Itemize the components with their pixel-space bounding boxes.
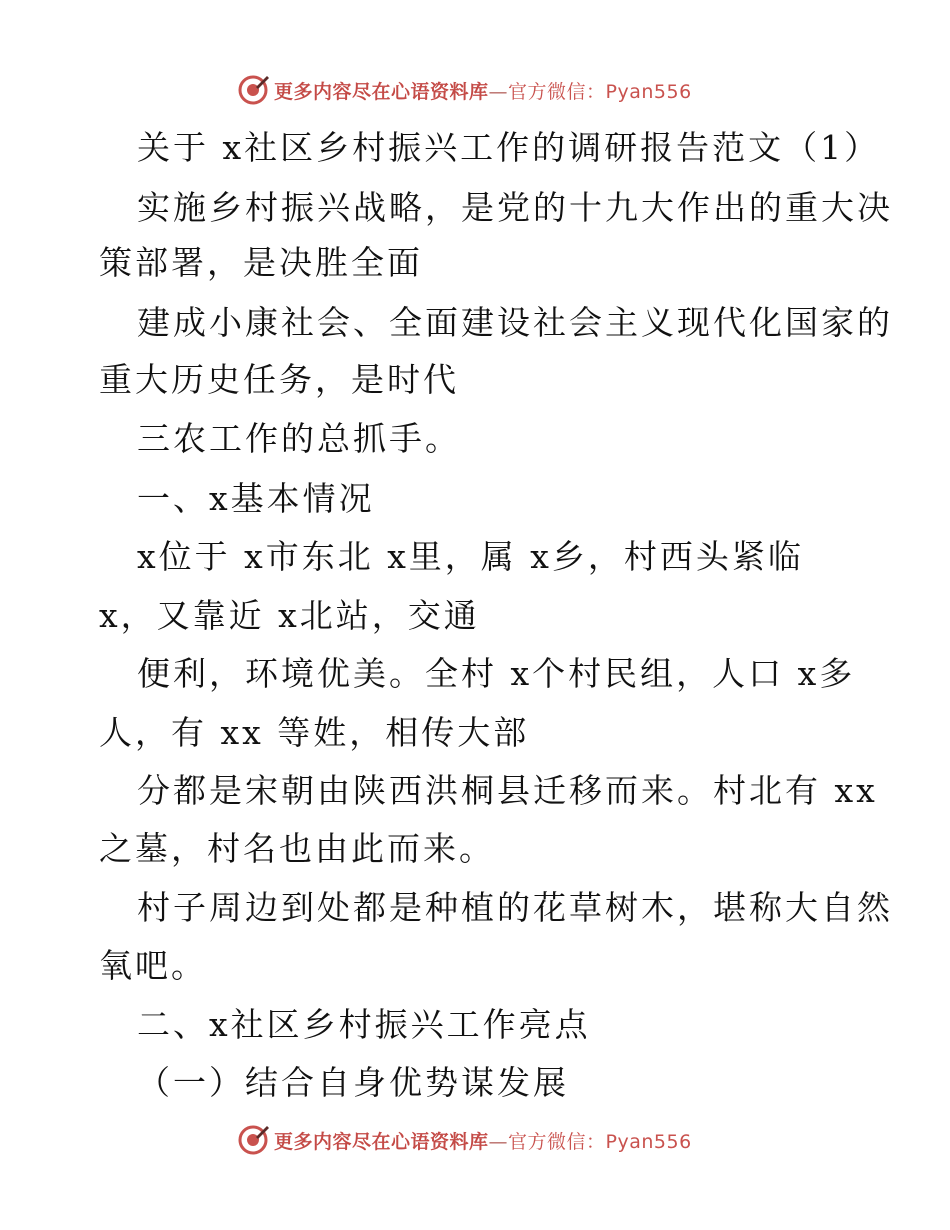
paragraph-line: 氧吧。 [99,946,207,985]
paragraph-line: 人，有 xx 等姓，相传大部 [99,713,530,752]
paragraph-line: 实施乡村振兴战略，是党的十九大作出的重大决 [137,188,893,227]
document-title: 关于 x社区乡村振兴工作的调研报告范文（1） [137,128,881,167]
paragraph-line: 村子周边到处都是种植的花草树木，堪称大自然 [137,888,893,927]
paragraph-line: 分都是宋朝由陕西洪桐县迁移而来。村北有 xx [137,771,878,810]
watermark-header [236,73,692,107]
watermark-text [274,77,692,104]
watermark-footer [236,1123,692,1157]
paragraph-line: 之墓，村名也由此而来。 [99,829,495,868]
section-heading: 一、x基本情况 [137,479,375,518]
watermark-text [274,1127,692,1154]
watermark-dash: — [488,80,509,103]
paragraph-line: 三农工作的总抓手。 [137,419,461,458]
watermark-lead: 更多内容尽在心语资料库 [274,1130,489,1153]
watermark-tail: 官方微信：Pyan556 [508,80,692,103]
paragraph-line: 便利，环境优美。全村 x个村民组，人口 x多 [137,654,856,693]
paragraph-line: 策部署，是决胜全面 [99,243,423,282]
pen-logo-icon [236,1123,270,1157]
watermark-dash: — [488,1130,509,1153]
section-heading: 二、x社区乡村振兴工作亮点 [137,1005,591,1044]
watermark-lead: 更多内容尽在心语资料库 [274,80,489,103]
paragraph-line: x位于 x市东北 x里，属 x乡，村西头紧临 [137,537,804,576]
subsection-heading: （一）结合自身优势谋发展 [137,1063,569,1102]
watermark-tail: 官方微信：Pyan556 [508,1130,692,1153]
paragraph-line: 建成小康社会、全面建设社会主义现代化国家的 [137,303,893,342]
paragraph-line: 重大历史任务，是时代 [99,360,459,399]
pen-logo-icon [236,73,270,107]
paragraph-line: x，又靠近 x北站，交通 [99,596,480,635]
